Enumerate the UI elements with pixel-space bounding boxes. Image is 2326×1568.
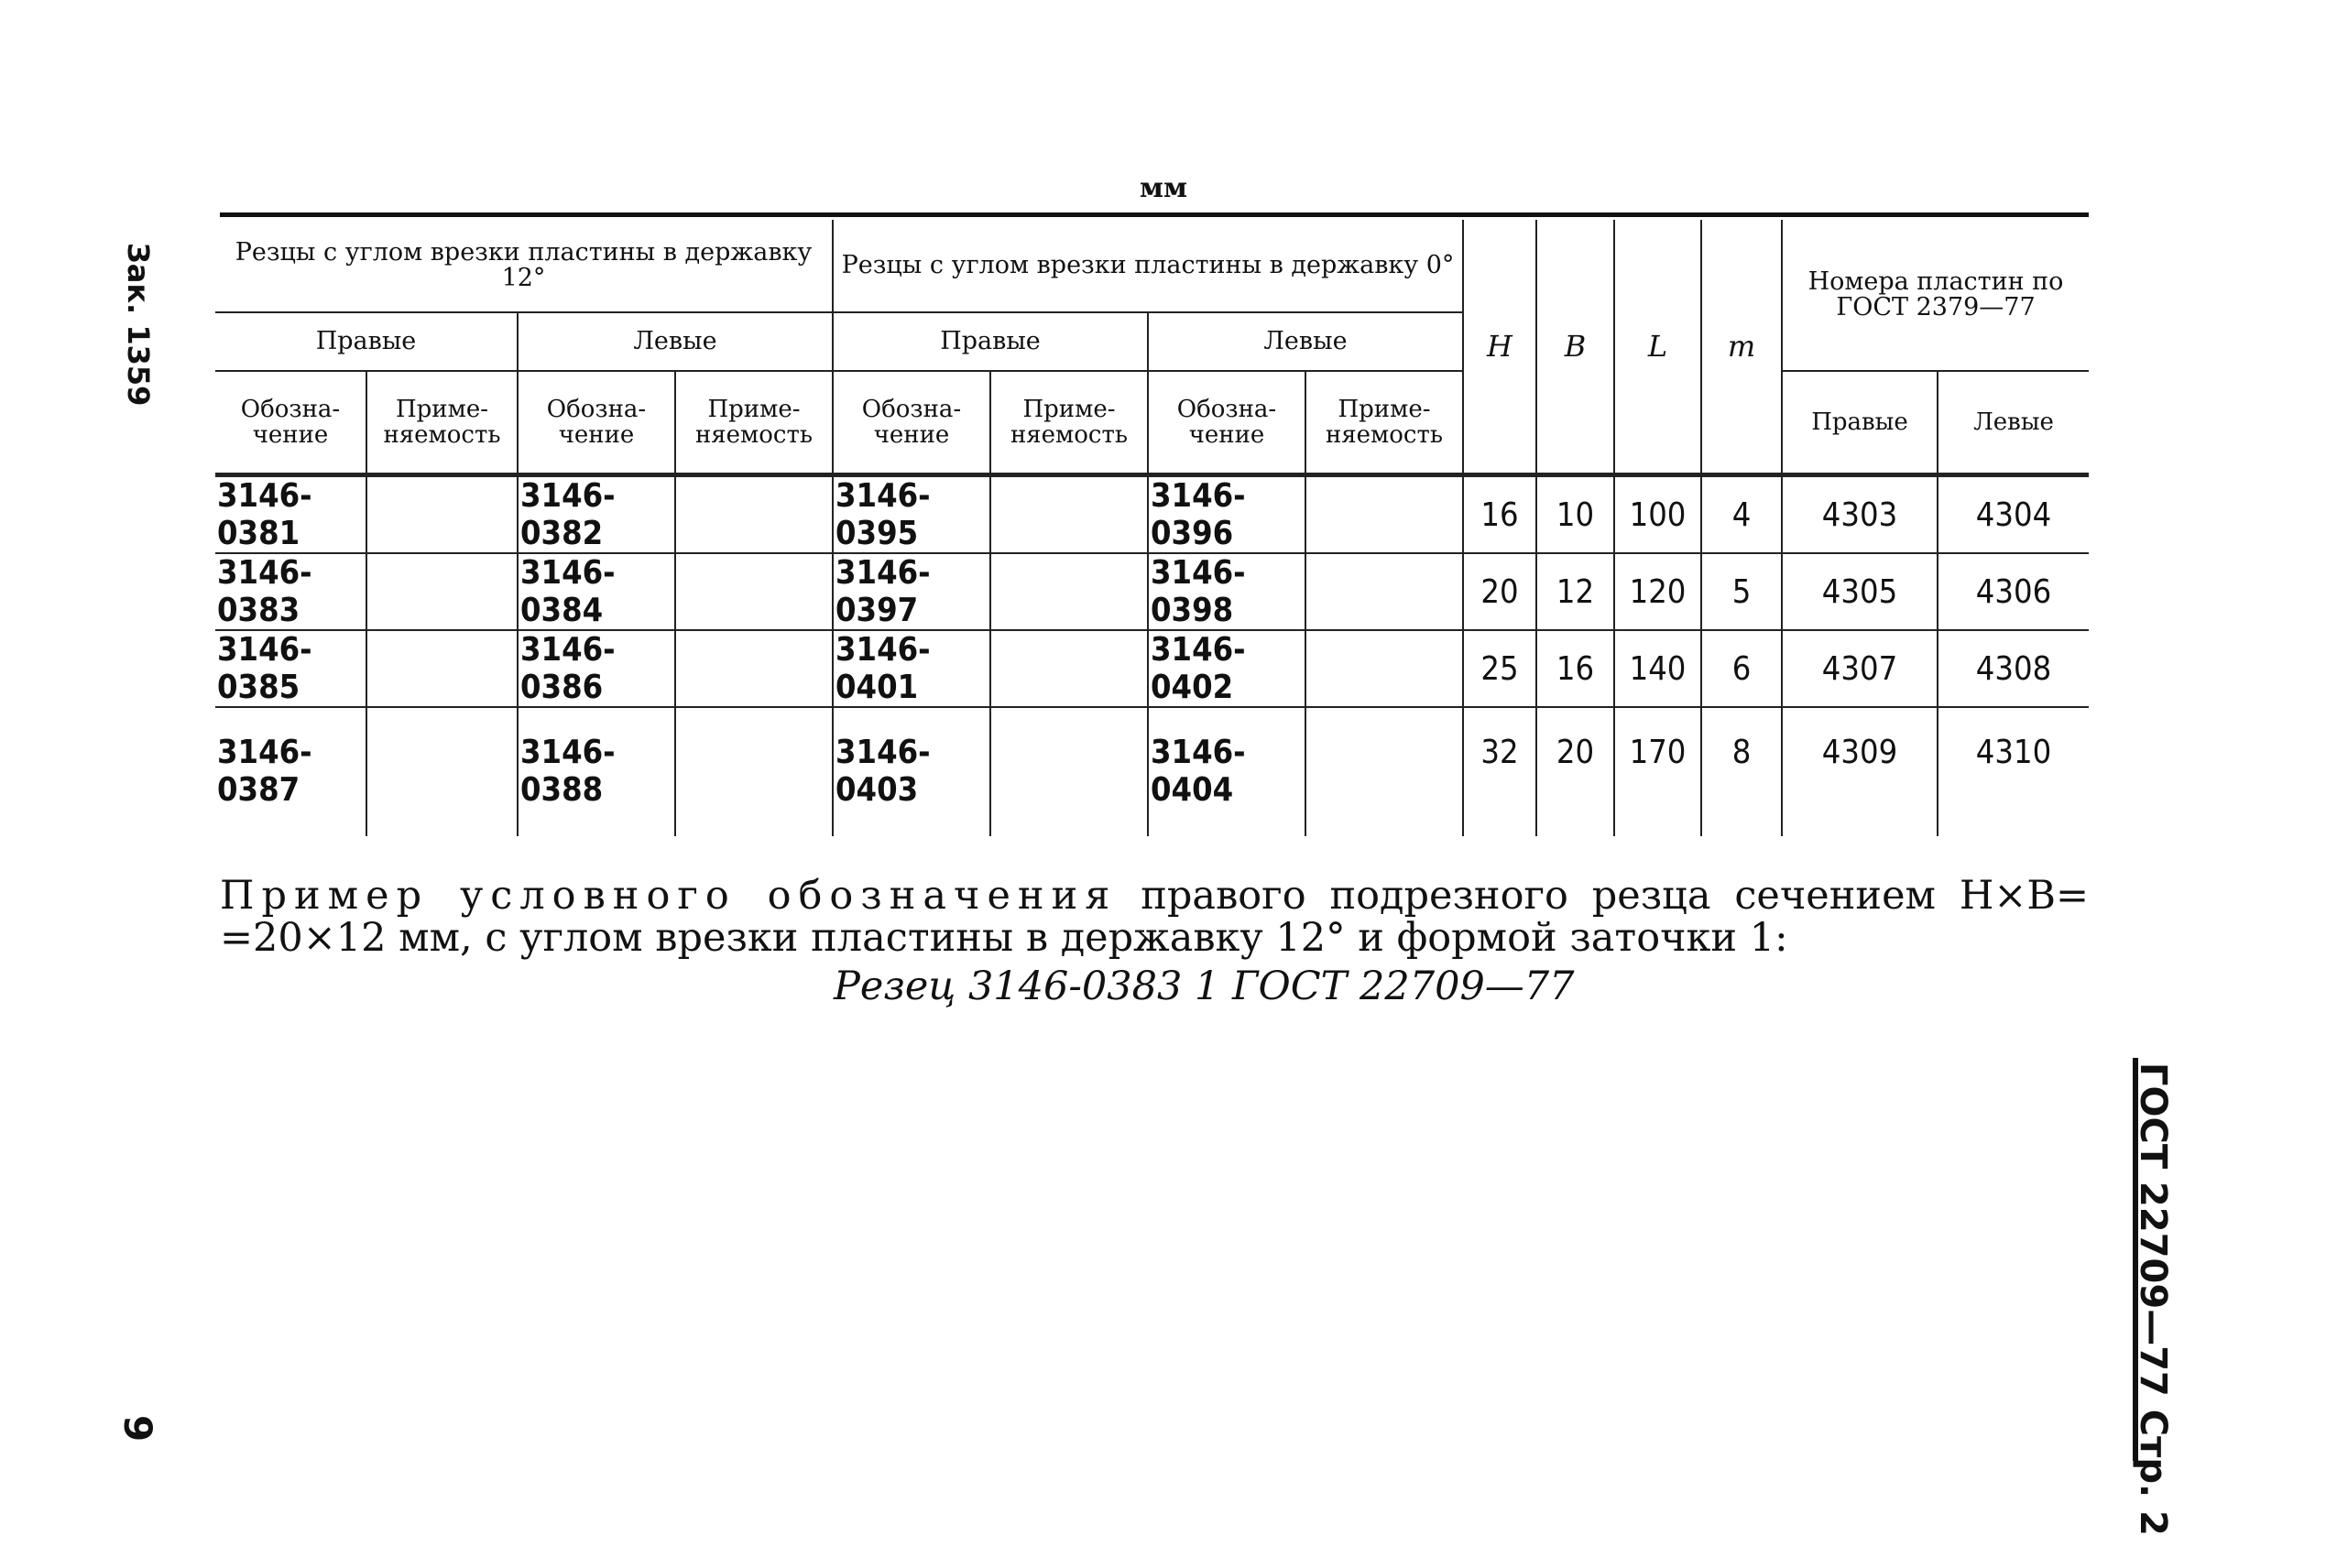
- cell-l0: 3146-0398: [1148, 553, 1305, 630]
- header-m: m: [1701, 220, 1782, 475]
- cell-plate-right: 4307: [1782, 630, 1938, 707]
- cell-B: 20: [1536, 707, 1614, 836]
- cell-empty: [1305, 553, 1463, 630]
- example-paragraph: [220, 875, 2089, 959]
- cell-m: 5: [1701, 553, 1782, 630]
- cell-plate-left: 4308: [1938, 630, 2089, 707]
- cell-empty: [366, 475, 518, 554]
- header-0-right: Правые: [833, 312, 1148, 371]
- cell-l12: 3146-0388: [518, 707, 675, 836]
- cell-r12: 3146-0381: [215, 475, 366, 554]
- header-designation: Обозна-чение: [215, 371, 366, 475]
- standard-header: ГОСТ 22709—77 Стр. 2: [2132, 1062, 2174, 1536]
- cell-m: 4: [1701, 475, 1782, 554]
- table-row: [215, 553, 2089, 630]
- cell-plate-right: 4303: [1782, 475, 1938, 554]
- header-L: L: [1614, 220, 1701, 475]
- cell-plate-right: 4305: [1782, 553, 1938, 630]
- cell-m: 6: [1701, 630, 1782, 707]
- cell-r0: 3146-0397: [833, 553, 990, 630]
- header-applicability: Приме-няемость: [990, 371, 1148, 475]
- cell-empty: [1305, 707, 1463, 836]
- cell-empty: [990, 553, 1148, 630]
- header-designation: Обозна-чение: [833, 371, 990, 475]
- header-applicability: Приме-няемость: [366, 371, 518, 475]
- cell-empty: [990, 630, 1148, 707]
- cell-H: 20: [1463, 553, 1536, 630]
- cell-L: 140: [1614, 630, 1701, 707]
- cell-r12: 3146-0383: [215, 553, 366, 630]
- cell-l0: 3146-0402: [1148, 630, 1305, 707]
- table-top-rule: [220, 212, 2089, 217]
- header-applicability: Приме-няемость: [675, 371, 833, 475]
- cell-r0: 3146-0401: [833, 630, 990, 707]
- header-plates: Номера пластин по ГОСТ 2379—77: [1782, 220, 2089, 371]
- cell-empty: [366, 553, 518, 630]
- header-12-right: Правые: [215, 312, 518, 371]
- cell-L: 100: [1614, 475, 1701, 554]
- cell-plate-right: 4309: [1782, 707, 1938, 836]
- cell-plate-left: 4304: [1938, 475, 2089, 554]
- example-designation: Резец 3146-0383 1 ГОСТ 22709—77: [834, 964, 1575, 1009]
- cell-l12: 3146-0382: [518, 475, 675, 554]
- cutters-table: [215, 220, 2089, 836]
- cell-L: 170: [1614, 707, 1701, 836]
- cell-empty: [675, 630, 833, 707]
- table-row: [215, 630, 2089, 707]
- order-number: Зак. 1359: [121, 243, 156, 407]
- cell-empty: [1305, 475, 1463, 554]
- cell-plate-left: 4310: [1938, 707, 2089, 836]
- cell-H: 25: [1463, 630, 1536, 707]
- header-applicability: Приме-няемость: [1305, 371, 1463, 475]
- cell-r12: 3146-0385: [215, 630, 366, 707]
- cell-l0: 3146-0396: [1148, 475, 1305, 554]
- header-plates-right: Правые: [1782, 371, 1938, 475]
- cell-m: 8: [1701, 707, 1782, 836]
- cell-B: 16: [1536, 630, 1614, 707]
- unit-label: мм: [1139, 172, 1188, 204]
- example-text: правого подрезного резца сечением H×B= =20×12 мм, с углом врезки пластины в державку 12° и формой заточки 1:: [220, 873, 2090, 961]
- header-group-0deg: Резцы с углом врезки пластины в державку 0°: [833, 220, 1463, 312]
- header-12-left: Левые: [518, 312, 833, 371]
- table-row: [215, 707, 2089, 836]
- cell-empty: [990, 707, 1148, 836]
- cell-empty: [366, 630, 518, 707]
- header-designation: Обозна-чение: [1148, 371, 1305, 475]
- header-plates-left: Левые: [1938, 371, 2089, 475]
- cell-l0: 3146-0404: [1148, 707, 1305, 836]
- header-designation: Обозна-чение: [518, 371, 675, 475]
- cell-empty: [675, 475, 833, 554]
- cell-empty: [675, 553, 833, 630]
- header-0-left: Левые: [1148, 312, 1463, 371]
- cell-empty: [366, 707, 518, 836]
- page-number: 9: [115, 1415, 160, 1443]
- table-row: [215, 475, 2089, 554]
- cell-l12: 3146-0386: [518, 630, 675, 707]
- cell-r12: 3146-0387: [215, 707, 366, 836]
- example-lead: Пример условного обозначения: [220, 873, 1118, 919]
- header-B: B: [1536, 220, 1614, 475]
- cell-empty: [990, 475, 1148, 554]
- cell-l12: 3146-0384: [518, 553, 675, 630]
- header-H: H: [1463, 220, 1536, 475]
- cell-H: 16: [1463, 475, 1536, 554]
- cell-empty: [1305, 630, 1463, 707]
- cell-plate-left: 4306: [1938, 553, 2089, 630]
- cell-B: 10: [1536, 475, 1614, 554]
- header-group-12deg: Резцы с углом врезки пластины в державку 12°: [215, 220, 833, 312]
- cell-L: 120: [1614, 553, 1701, 630]
- cell-r0: 3146-0395: [833, 475, 990, 554]
- cell-r0: 3146-0403: [833, 707, 990, 836]
- cell-H: 32: [1463, 707, 1536, 836]
- cell-B: 12: [1536, 553, 1614, 630]
- cell-empty: [675, 707, 833, 836]
